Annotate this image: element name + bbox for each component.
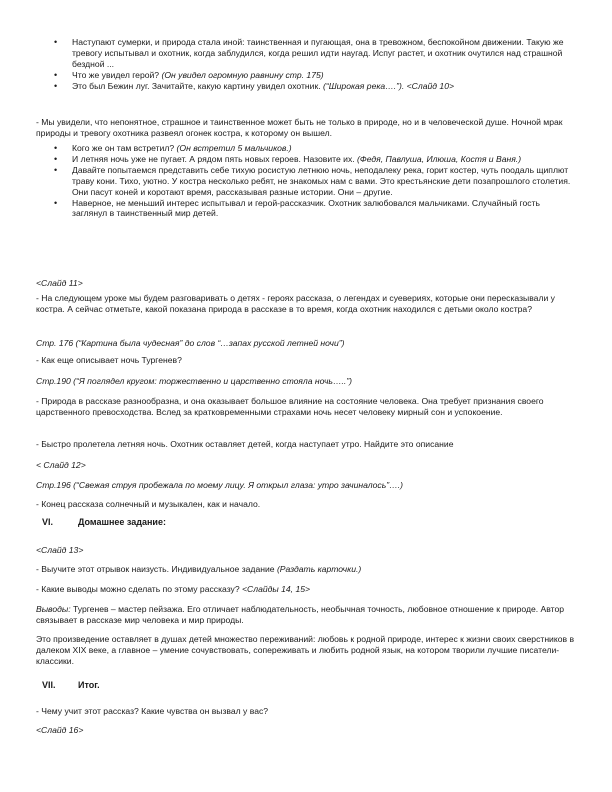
question-teaching: - Чему учит этот рассказ? Какие чувства он вызвал у вас? <box>36 706 269 716</box>
slide-12-label: < Слайд 12> <box>36 460 86 470</box>
list-item: • Наступают сумерки, и природа стала иной: таинственная и пугающая, она в тревожном, беспокойном движении. Такую же тревогу испытывал и охотник, когда заблудился, когда решил идти наугад. Испуг растет, и охотник очутился над страшной бездной ... <box>54 37 576 70</box>
slide-16-label: <Слайд 16> <box>36 725 84 735</box>
slide-11-label: <Слайд 11> <box>36 278 83 288</box>
section-title: Итог. <box>78 680 100 690</box>
paragraph-next-lesson: - На следующем уроке мы будем разговаривать о детях - героях рассказа, о легендах и суевериях, которые они пересказывали у костра. А сейчас отметьте, какой показана природа в рассказе в то время, когда охотник находился с детьми около костра? <box>36 293 555 314</box>
paragraph-morning: - Быстро пролетела летняя ночь. Охотник оставляет детей, когда наступает утро. Найдите это описание <box>36 439 454 449</box>
section-number: VII. <box>42 680 56 690</box>
paragraph-conclusions-question: - Какие выводы можно сделать по этому рассказу? <Слайды 14, 15> <box>36 584 311 594</box>
paragraph-night-fear: - Мы увидели, что непонятное, страшное и таинственное может быть не только в природе, но и в человеческой душе. Ночной мрак природы и тревогу охотника развеял огонек костра, к которому он вышел. <box>36 117 563 138</box>
paragraph-conclusions: Выводы: Тургенев – мастер пейзажа. Его отличает наблюдательность, необычная точность, любовное отношение к природе. Автор связывает в рассказе мир человека и мир природы. <box>36 604 565 625</box>
question-night: - Как еще описывает ночь Тургенев? <box>36 355 182 365</box>
paragraph-impressions: Это произведение оставляет в душах детей множество переживаний: любовь к родной природе, интерес к жизни своих сверстников в далеком XIX веке, а главное – умение сочувствовать, сопереживать и любить родной язык, на котором творили лучшие писатели-классики. <box>36 634 575 666</box>
list-item: • Давайте попытаемся представить себе тихую росистую летнюю ночь, неподалеку река, горит костер, чуть поодаль щиплют траву кони. Тихо, уютно. У костра несколько ребят, не знакомых нам с вами. Это крестьянские дети позапрошлого столетия. Они пасут коней и коротают время, рассказывая разные истории. Они – другие. <box>54 165 576 198</box>
slide-13-label: <Слайд 13> <box>36 545 84 555</box>
list-item: • Кого же он там встретил? (Он встретил 5 мальчиков.) <box>54 143 576 154</box>
list-item: • И летняя ночь уже не пугает. А рядом пять новых героев. Назовите их. (Федя, Павлуша, Илюша, Костя и Ваня.) <box>54 154 576 165</box>
section-heading-summary <box>36 680 100 691</box>
bullet-list-boys <box>54 143 576 219</box>
list-item: • Наверное, не меньший интерес испытывал и герой-рассказчик. Охотник залюбовался мальчиками. Случайный гость заглянул в таинственный мир детей. <box>54 198 576 220</box>
section-title: Домашнее задание: <box>78 517 166 527</box>
list-item: • Что же увидел герой? (Он увидел огромную равнину стр. 175) <box>54 70 576 81</box>
paragraph-homework: - Выучите этот отрывок наизусть. Индивидуальное задание (Раздать карточки.) <box>36 564 362 574</box>
page-ref-190: Стр.190 (“Я поглядел кругом: торжественно и царственно стояла ночь…..”) <box>36 376 353 386</box>
bullet-list-dusk <box>54 37 576 92</box>
section-number: VI. <box>42 517 54 527</box>
page-ref-176: Стр. 176 (“Картина была чудесная” до слов “…запах русской летней ночи”) <box>36 338 345 348</box>
list-item: • Это был Бежин луг. Зачитайте, какую картину увидел охотник. (“Широкая река….”). <Слайд 10> <box>54 81 576 92</box>
paragraph-nature: - Природа в рассказе разнообразна, и она оказывает большое влияние на состояние человека. Она требует признания своего царственного превосходства. Вслед за кратковременными страхами ночь несет человеку мирный сон и успокоение. <box>36 396 544 417</box>
section-heading-homework <box>36 517 166 528</box>
page-ref-196: Стр.196 (“Свежая струя пробежала по моему лицу. Я открыл глаза: утро зачиналось”….) <box>36 480 403 490</box>
paragraph-ending: - Конец рассказа солнечный и музыкален, как и начало. <box>36 499 261 509</box>
